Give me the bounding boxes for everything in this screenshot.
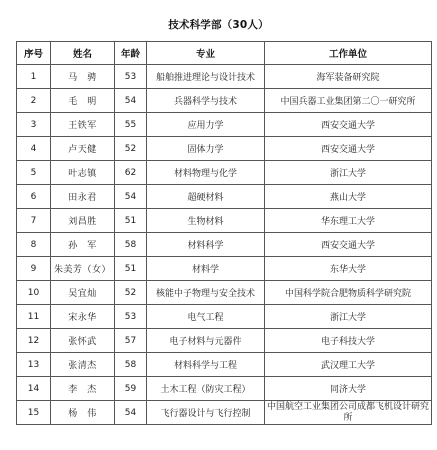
cell-major: 材料学 [147, 257, 265, 281]
cell-unit: 武汉理工大学 [265, 353, 432, 377]
cell-major: 材料科学与工程 [147, 353, 265, 377]
cell-name: 孙 军 [51, 233, 115, 257]
cell-age: 54 [115, 185, 147, 209]
cell-major: 核能中子物理与安全技术 [147, 281, 265, 305]
table-header-row [17, 42, 432, 65]
member-table [16, 41, 432, 425]
cell-major: 超硬材料 [147, 185, 265, 209]
cell-age: 59 [115, 377, 147, 401]
cell-no: 5 [17, 161, 51, 185]
table-row [17, 89, 432, 113]
cell-unit: 海军装备研究院 [265, 65, 432, 89]
table-row [17, 281, 432, 305]
cell-age: 58 [115, 353, 147, 377]
cell-age: 53 [115, 305, 147, 329]
cell-no: 9 [17, 257, 51, 281]
cell-unit: 西安交通大学 [265, 137, 432, 161]
cell-no: 8 [17, 233, 51, 257]
table-row [17, 377, 432, 401]
cell-no: 13 [17, 353, 51, 377]
cell-major: 材料物理与化学 [147, 161, 265, 185]
cell-major: 土木工程（防灾工程） [147, 377, 265, 401]
cell-no: 11 [17, 305, 51, 329]
cell-name: 刘昌胜 [51, 209, 115, 233]
cell-major: 飞行器设计与飞行控制 [147, 401, 265, 425]
cell-unit: 东华大学 [265, 257, 432, 281]
cell-age: 51 [115, 257, 147, 281]
table-row [17, 161, 432, 185]
cell-major: 材料科学 [147, 233, 265, 257]
table-row [17, 305, 432, 329]
table-row [17, 113, 432, 137]
cell-name: 杨 伟 [51, 401, 115, 425]
cell-name: 张清杰 [51, 353, 115, 377]
table-row [17, 353, 432, 377]
table-row [17, 233, 432, 257]
header-name: 姓名 [51, 42, 115, 65]
header-major: 专业 [147, 42, 265, 65]
header-unit: 工作单位 [265, 42, 432, 65]
cell-age: 54 [115, 401, 147, 425]
table-row [17, 185, 432, 209]
cell-major: 电气工程 [147, 305, 265, 329]
cell-age: 55 [115, 113, 147, 137]
cell-unit: 西安交通大学 [265, 113, 432, 137]
cell-unit: 中国科学院合肥物质科学研究院 [265, 281, 432, 305]
cell-no: 1 [17, 65, 51, 89]
cell-name: 毛 明 [51, 89, 115, 113]
table-row [17, 401, 432, 425]
cell-unit: 华东理工大学 [265, 209, 432, 233]
cell-no: 15 [17, 401, 51, 425]
cell-major: 兵器科学与技术 [147, 89, 265, 113]
cell-age: 53 [115, 65, 147, 89]
cell-unit: 燕山大学 [265, 185, 432, 209]
cell-no: 7 [17, 209, 51, 233]
cell-age: 54 [115, 89, 147, 113]
cell-name: 张怀武 [51, 329, 115, 353]
cell-name: 田永君 [51, 185, 115, 209]
cell-unit: 西安交通大学 [265, 233, 432, 257]
cell-major: 应用力学 [147, 113, 265, 137]
cell-name: 朱美芳（女） [51, 257, 115, 281]
cell-age: 57 [115, 329, 147, 353]
cell-age: 58 [115, 233, 147, 257]
cell-name: 宋永华 [51, 305, 115, 329]
cell-age: 52 [115, 137, 147, 161]
table-row [17, 209, 432, 233]
table-row [17, 65, 432, 89]
page-title: 技术科学部（30人） [168, 19, 269, 31]
cell-name: 吴宜灿 [51, 281, 115, 305]
table-body [17, 65, 432, 425]
cell-no: 14 [17, 377, 51, 401]
cell-no: 6 [17, 185, 51, 209]
cell-major: 船舶推进理论与设计技术 [147, 65, 265, 89]
table-row [17, 137, 432, 161]
cell-name: 卢天健 [51, 137, 115, 161]
cell-no: 12 [17, 329, 51, 353]
cell-age: 52 [115, 281, 147, 305]
cell-major: 生物材料 [147, 209, 265, 233]
cell-unit: 中国兵器工业集团第二〇一研究所 [265, 89, 432, 113]
cell-unit: 中国航空工业集团公司成都飞机设计研究所 [265, 401, 432, 425]
header-age: 年龄 [115, 42, 147, 65]
cell-major: 电子材料与元器件 [147, 329, 265, 353]
cell-no: 10 [17, 281, 51, 305]
cell-name: 叶志镇 [51, 161, 115, 185]
cell-no: 4 [17, 137, 51, 161]
header-no: 序号 [17, 42, 51, 65]
cell-no: 3 [17, 113, 51, 137]
cell-major: 固体力学 [147, 137, 265, 161]
cell-no: 2 [17, 89, 51, 113]
cell-unit: 浙江大学 [265, 305, 432, 329]
cell-name: 李 杰 [51, 377, 115, 401]
cell-name: 王铁军 [51, 113, 115, 137]
cell-unit: 电子科技大学 [265, 329, 432, 353]
cell-name: 马 骋 [51, 65, 115, 89]
cell-unit: 同济大学 [265, 377, 432, 401]
table-row [17, 257, 432, 281]
cell-age: 51 [115, 209, 147, 233]
cell-unit: 浙江大学 [265, 161, 432, 185]
cell-age: 62 [115, 161, 147, 185]
table-row [17, 329, 432, 353]
